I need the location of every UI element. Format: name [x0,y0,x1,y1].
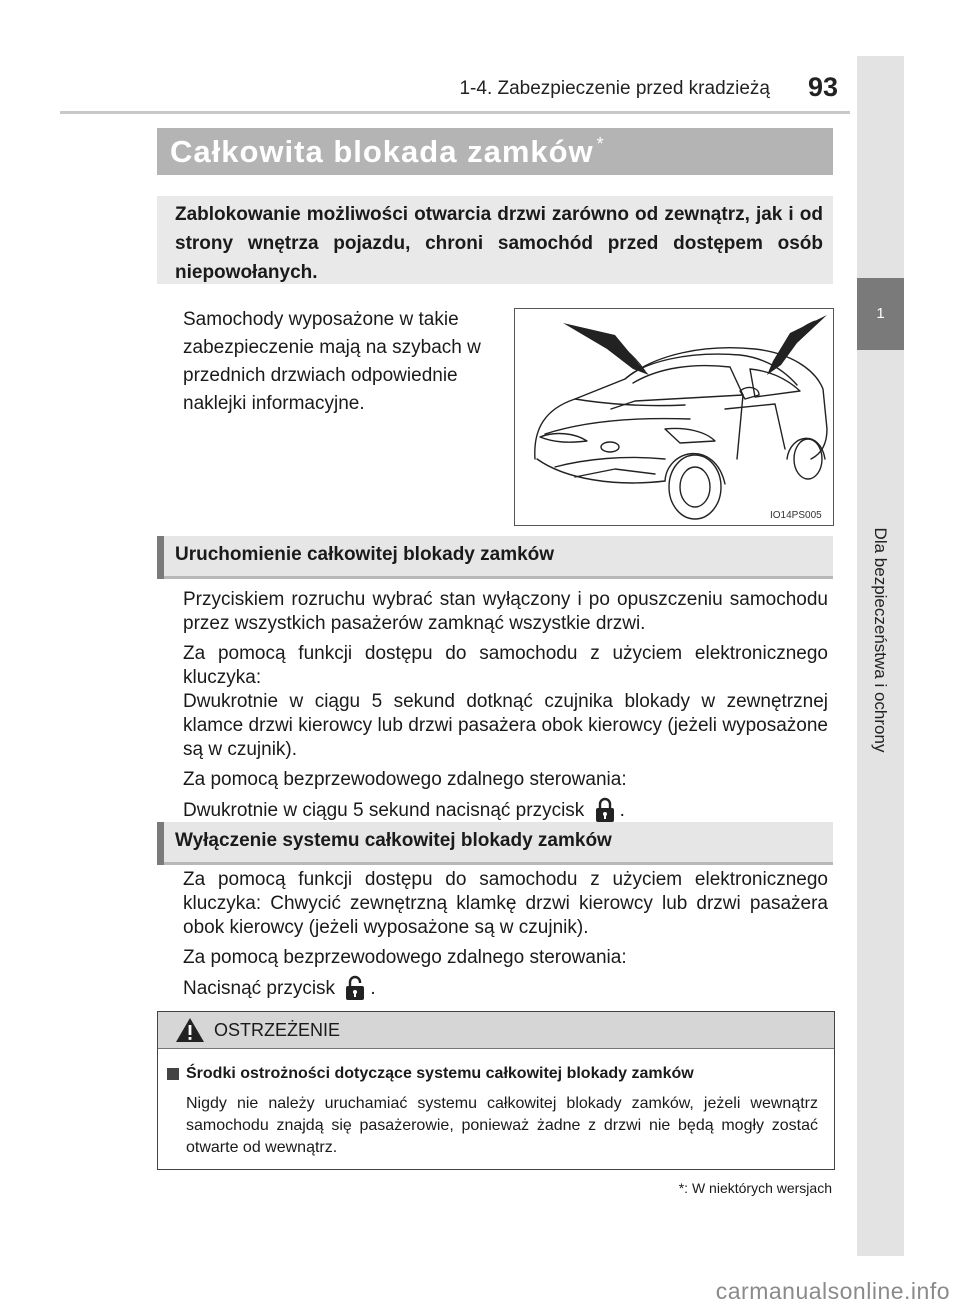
activate-remote-instruction [183,796,828,824]
section-title-activate: Uruchomienie całkowitej blokady zamków [175,544,555,565]
activate-remote-intro: Za pomocą bezprzewodowego zdalnego sterowania: [183,769,627,790]
car-illustration [514,308,834,526]
warning-body: Nigdy nie należy uruchamiać systemu całkowitej blokady zamków, jeżeli wewnątrz samochodu znajdą się pasażerowie, ponieważ żadne z drzwi nie będą mogły zostać otwarte od wewnątrz. [186,1095,818,1156]
unlock-icon [344,974,366,1002]
deactivate-paragraph-1: Za pomocą funkcji dostępu do samochodu z użyciem elektronicznego kluczyka: Chwycić zewnętrzną klamkę drzwi kierowcy lub drzwi pasażera obok kierowcy (jeżeli wyposażone są w czujnik). [183,869,828,938]
lock-icon [594,796,616,824]
section-title-deactivate: Wyłączenie systemu całkowitej blokady zamków [175,830,612,851]
activate-key-instruction: Dwukrotnie w ciągu 5 sekund dotknąć czujnika blokady w zewnętrznej klamce drzwi kierowcy lub drzwi pasażera obok kierowcy (jeżeli wyposażone są w czujnik). [183,691,828,760]
page-title-text: Całkowita blokada zamków [170,134,594,169]
deactivate-remote-instruction [183,974,828,1002]
intro-text: Zablokowanie możliwości otwarcia drzwi zarówno od zewnątrz, jak i od strony wnętrza pojazdu, chroni samochód przed dostępem osób niepowołanych. [175,204,823,283]
activate-remote-period: . [619,800,625,821]
section-accent [157,822,164,865]
bullet-square-icon [167,1068,179,1080]
page-number: 93 [807,72,838,102]
activate-key-intro: Za pomocą funkcji dostępu do samochodu z użyciem elektronicznego kluczyka: [183,643,828,688]
warning-subtitle: Środki ostrożności dotyczące systemu całkowitej blokady zamków [186,1065,694,1082]
deactivate-paragraph-2 [183,946,828,1002]
warning-triangle-icon [175,1017,205,1043]
activate-paragraph-2 [183,642,828,762]
activate-remote-text: Dwukrotnie w ciągu 5 sekund nacisnąć przycisk [183,800,585,821]
figure-code: IO14PS005 [770,510,822,521]
watermark: carmanualsonline.info [715,1278,950,1304]
section-header-deactivate [157,822,833,865]
car-drawing [515,309,833,525]
footnote: *: W niektórych wersjach [678,1180,832,1196]
chapter-number-tab: 1 [857,278,904,350]
sticker-paragraph: Samochody wyposażone w takie zabezpieczenie mają na szybach w przednich drzwiach odpowiednie naklejki informacyjne. [183,309,481,414]
warning-title: OSTRZEŻENIE [214,1020,341,1040]
title-asterisk: * [596,134,605,154]
deactivate-remote-text: Nacisnąć przycisk [183,978,336,999]
activate-paragraph-1: Przyciskiem rozruchu wybrać stan wyłączony i po opuszczeniu samochodu przez wszystkich pasażerów zamknąć wszystkie drzwi. [183,589,828,634]
section-accent [157,536,164,579]
page-title [170,134,605,170]
deactivate-remote-intro: Za pomocą bezprzewodowego zdalnego sterowania: [183,947,627,968]
running-header-section: 1-4. Zabezpieczenie przed kradzieżą [459,78,770,99]
header-rule [60,111,850,114]
deactivate-remote-period: . [370,978,376,999]
chapter-label: Dla bezpieczeństwa i ochrony [871,527,890,753]
section-header-activate [157,536,833,579]
activate-paragraph-3 [183,768,828,824]
